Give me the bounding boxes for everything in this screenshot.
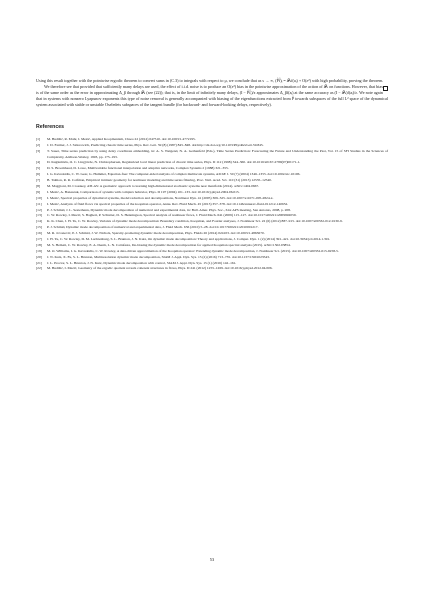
reference-item	[36, 213, 388, 218]
reference-number: [21]	[36, 260, 42, 265]
reference-item	[36, 196, 388, 201]
reference-item	[36, 143, 388, 148]
reference-number: [18]	[36, 242, 42, 247]
reference-text: D. Kugiumtzis, O. C. Lingjærde, N. Christophersen, Regularized local linear prediction of chaotic time series, Phys. D 112 (1998) 344–360. doi:10.1016/s0167-2789(97)00171-1.	[47, 160, 301, 165]
body-paragraph-2: We therefore see that provided that sufficiently many delays are used, the effect of i.i.d. noise is to produce an O(ε²) bias in the pointwise approximation of the action of 𝒫ₛ on functions. However, that bias is of the same order as the error in approximating Δ_β through 𝒫ₛ (see (22)); that is, in the limit of infinitely many delays, (I − P̂f̂ᵢ)/ε approximates Δ_βf(aᵢ) at the same accuracy as (I − 𝒫ₛ)f(aᵢ)/ε. We note again that in systems with nonzero Lyapunov exponents this type of noise removal is generally accompanied with biasing of the eigenfunctions extracted from P̂ towards subspaces of the full L² space of the dynamical system associated with stable or unstable Oseledets subspaces of the tangent bundle (for backward- and forward-looking delays, respectively).	[36, 84, 388, 108]
reference-text: I. Mezić, A. Banaszuk, Comparison of systems with complex behavior, Phys. D 197 (2004) 101–133. doi:10.1016/j.physd.2004.06.015.	[47, 189, 240, 194]
reference-text: T. Sauer, Time series prediction by using delay coordinate embedding, in: A. S. Weigend, N. A. Gerhenfeld (Eds.), Time Series Prediction: Forecasting the Future and Understanding the Past, Vol. 15 of SFI Studies in the Sciences of Complexity, Addison-Wesley, 1993, pp. 175–193.	[47, 149, 388, 159]
reference-text: I. G. Kevrekidis, C. W. Gear, G. Hummer, Equation-free: The computer-aided analysis of complex multiscale systems, AIChE J. 50 (7) (2004) 1346–1355. doi:10.1002/aic.10106.	[47, 172, 301, 177]
reference-text: J. N. Kutz, X. Fu, S. L. Brunton, Multiresolution dynamic mode decomposition, SIAM J. Appl. Dyn. Sys. 15 (2) (2016) 713–735. doi:10.1137/15M1023543.	[47, 254, 270, 259]
reference-number: [20]	[36, 254, 42, 259]
reference-item	[36, 219, 388, 224]
reference-number: [8]	[36, 184, 41, 188]
reference-number: [4]	[36, 160, 41, 165]
reference-item	[36, 266, 388, 271]
reference-text: M. O. Williams, I. G. Kevrekidis, C. W. Rowley, A data-driven approximation of the Koopman operator: Extending dynamic mode decomposition, J. Nonlinear Sci. (2015). doi:10.1007/s00332-015-9258-5.	[47, 248, 339, 253]
reference-text: D. S. Broomhead, D. Lowe, Multivariable functional interpolation and adaptive networks, Complex Systems 2 (1988) 321–355.	[47, 166, 229, 171]
qed-symbol-icon	[383, 86, 388, 91]
reference-number: [7]	[36, 178, 41, 183]
reference-item	[36, 166, 388, 171]
reference-item	[36, 243, 388, 248]
reference-number: [1]	[36, 137, 41, 142]
reference-text: J. L. Proctor, S. L. Brunton, J. N. Kutz, Dynamic mode decomposition with control, SIAM J. Appl. Dyn. Sys. 15 (1) (2016) 142–161.	[47, 260, 237, 265]
references-heading: References	[36, 124, 64, 131]
reference-number: [13]	[36, 213, 42, 218]
reference-number: [5]	[36, 166, 41, 171]
reference-item	[36, 137, 388, 142]
reference-text: J. H. Tu, C. W. Rowley, D. M. Luchtenburg, S. L. Brunton, J. N. Kutz, On dynamic mode decomposition: Theory and applications, J. Comput. Dyn. 1 (2) (2014) 391–421. doi:10.3934/jcd.2014.1.391.	[47, 237, 331, 242]
reference-item	[36, 255, 388, 260]
reference-number: [6]	[36, 172, 41, 177]
reference-number: [22]	[36, 266, 42, 271]
reference-item	[36, 172, 388, 177]
reference-text: J. D. Farmer, J. J. Sidorowich, Predicting chaotic time series, Phys. Rev. Lett. 59 (8) (1987) 845–848. doi:http://dx.doi.org/10.1103/PhysRevLett.59.845.	[47, 143, 264, 148]
page-number: 53	[209, 557, 215, 562]
reference-text: P. J. Schmid, Dynamic mode decomposition of numerical and experimental data, J. Fluid Mech. 656 (2010) 5–28. doi:10.1017/S0022112010001217.	[47, 225, 259, 230]
reference-text: B. Talmon, R. R. Coifman, Empirical intrinsic geometry for nonlinear modeling and time series filtering, Proc. Natl. Acad. Sci. 110 (31) (2013) 12535–12540.	[47, 178, 272, 183]
reference-number: [12]	[36, 207, 42, 212]
reference-text: P. J. Schmid, J. L. Sesterhenn, Dynamic mode decomposition of numerical and experimental data, in: Bull. Amer. Phys. Soc., 61st APS meeting, San Antonio, 2008, p. 208.	[47, 207, 291, 212]
reference-text: M. S. Hemati, C. W. Rowley, E. A. Deem, L. N. Cattafesta, De-biasing the dynamic mode decomposition for applied Koopman spectral analysis (2015). arXiv:1502.03854.	[47, 242, 291, 247]
reference-number: [16]	[36, 231, 42, 236]
reference-number: [2]	[36, 143, 41, 148]
reference-item	[36, 178, 388, 183]
reference-text: K. K. Chen, J. H. Tu, C. W. Rowley, Variants of dynamic mode decomposition: Boundary condition, Koopman, and Fourier analyses, J. Nonlinear Sci. 22 (6) (2012) 887–915. doi:10.1007/s00332-012-9130-9.	[47, 219, 343, 224]
reference-item	[36, 237, 388, 242]
reference-item	[36, 184, 388, 189]
reference-item	[36, 190, 388, 195]
reference-number: [15]	[36, 225, 42, 230]
reference-text: I. Mezić, Spectral properties of dynamical systems, model reduction and decompositions, Nonlinear Dyn. 41 (2005) 309–325. doi:10.1007/s11071-005-2824-x.	[47, 195, 274, 200]
reference-item	[36, 225, 388, 230]
reference-item	[36, 231, 388, 236]
reference-number: [17]	[36, 237, 42, 242]
reference-number: [3]	[36, 149, 41, 154]
reference-number: [9]	[36, 189, 41, 194]
page-content	[36, 78, 388, 272]
reference-number: [14]	[36, 219, 42, 224]
reference-item	[36, 261, 388, 266]
reference-item	[36, 149, 388, 160]
reference-text: M. Maggioni, M. Crosskey, ATLAS: A geometric approach to learning high-dimensional stochastic systems near manifolds (2014). arXiv:1404.0667.	[47, 184, 260, 188]
reference-text: I. Mezić, Analysis of fluid flows via spectral properties of the koopman operator, Annu. Rev. Fluid Mech. 45 (2013) 357–378. doi:10.1146/annurev-fluid-011212-140652.	[47, 201, 289, 206]
reference-number: [11]	[36, 201, 42, 206]
reference-text: M. Budišić, R. Mohr, I. Mezić, Applied Koopmanism, Chaos 22 (2012) 047510. doi:10.1063/1.4772195.	[47, 137, 196, 142]
reference-text: M. Budišić, I. Mezić, Geometry of the ergodic quotient reveals coherent structures in flows, Phys. D 241 (2012) 1255–1269. doi:10.1016/j.physd.2012.04.006.	[47, 266, 273, 271]
reference-item	[36, 160, 388, 165]
reference-item	[36, 249, 388, 254]
reference-item	[36, 202, 388, 207]
paragraph-text: Using this result together with the pointwise ergodic theorem to convert sums in (C.3) to integrals with respect to μ, we conclude that as s → ∞, (P̂f̂)ᵢ = 𝒫ₛf(aᵢ) + O(ε²) with high probability, proving the theorem.	[36, 78, 384, 83]
reference-list	[36, 137, 388, 271]
reference-text: C. W. Rowley, I. Mezić, S. Bagheri, P. Schlatter, D. S. Henningson, Spectral analysis of nonlinear flows, J. Fluid Mech. 641 (2009) 115–127. doi:10.1017/s0022112009992059.	[47, 213, 297, 218]
reference-text: M. R. Jovanović, P. J. Schmid, J. W. Nichols, Sparsity-promoting dynamic mode decomposition, Phys. Fluids 26 (2014) 024103. doi:10.1063/1.4863670.	[47, 231, 265, 236]
reference-number: [19]	[36, 248, 42, 253]
reference-item	[36, 208, 388, 213]
reference-number: [10]	[36, 195, 42, 200]
